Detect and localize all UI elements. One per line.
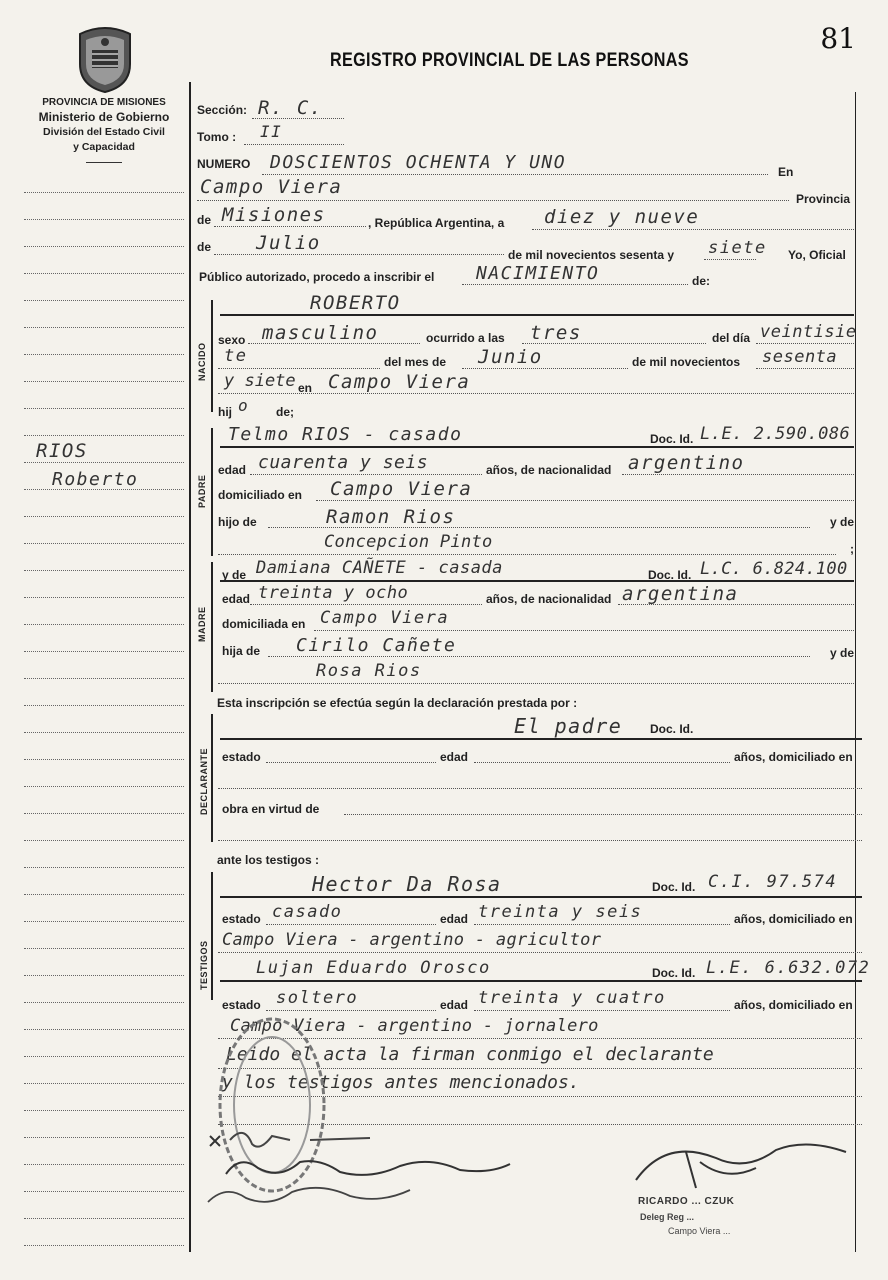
acto-value: NACIMIENTO (476, 263, 600, 284)
padre-y-de-label: y de (830, 515, 855, 529)
madre-section-label: MADRE (197, 606, 207, 642)
officer-name: RICARDO ... CZUK (638, 1196, 735, 1207)
declarante-edad-label: edad (440, 750, 469, 764)
nombre-nacido-value: ROBERTO (310, 292, 401, 314)
padre-hijo-de-label: hijo de (218, 515, 257, 529)
hij-label: hij (218, 405, 232, 419)
padre-doc-label: Doc. Id. (650, 432, 694, 446)
margin-ruled-line (24, 435, 184, 436)
issuer-province: PROVINCIA DE MISIONES (42, 97, 166, 108)
tomo-label: Tomo : (197, 130, 237, 144)
margin-ruled-line (24, 1191, 184, 1192)
margin-ruled-line (24, 381, 184, 382)
madre-nombre-value: Damiana CAÑETE - casada (256, 558, 503, 578)
padre-nombre-value: Telmo RIOS - casado (228, 424, 463, 445)
margin-ruled-line (24, 975, 184, 976)
margin-ruled-line (24, 327, 184, 328)
issuer-capacity: y Capacidad (73, 141, 135, 153)
testigo1-nombre-value: Hector Da Rosa (312, 872, 502, 896)
de-colon-label: de: (692, 274, 710, 288)
margin-ruled-line (24, 1002, 184, 1003)
padre-section-label: PADRE (197, 474, 207, 508)
obra-virtud-label: obra en virtud de (222, 802, 320, 816)
testigos-section-label: TESTIGOS (199, 940, 209, 990)
madre-nac-value: argentina (622, 583, 739, 605)
madre-y-de-label-2: y de (830, 646, 855, 660)
ano-value: siete (708, 238, 767, 258)
provincia-label: Provincia (796, 192, 851, 206)
margin-ruled-line (24, 543, 184, 544)
right-border (855, 92, 856, 1252)
officer-title: Deleg Reg ... (640, 1212, 695, 1222)
testigo2-estado-value: soltero (276, 988, 359, 1008)
dia-nac-1-value: veintisie (760, 322, 857, 342)
testigo1-domicilio-value: Campo Viera - argentino - agricultor (222, 930, 602, 950)
testigo2-edad-value: treinta y cuatro (478, 988, 666, 1008)
margin-ruled-line (24, 219, 184, 220)
declarante-estado-label: estado (222, 750, 261, 764)
numero-value: DOSCIENTOS OCHENTA Y UNO (270, 152, 567, 173)
margin-ruled-line (24, 1245, 184, 1246)
en-lugar-label: en (298, 381, 313, 395)
margin-ruled-line (24, 408, 184, 409)
margin-ruled-line (24, 948, 184, 949)
coat-of-arms-seal (74, 24, 136, 94)
margin-ruled-line (24, 1110, 184, 1111)
margin-divider (189, 82, 191, 1252)
margin-ruled-line (24, 597, 184, 598)
inscripcion-label: Esta inscripción se efectúa según la declaración prestada por : (217, 696, 578, 710)
margin-ruled-line (24, 867, 184, 868)
leido-line-1: Leido el acta la firman conmigo el declarante (226, 1044, 714, 1065)
declarante-section-label: DECLARANTE (199, 748, 209, 815)
margin-surname: RIOS (36, 440, 88, 462)
madre-domicilio-label: domiciliada en (222, 617, 306, 631)
madre-y-de-label: y de (222, 568, 247, 582)
madre-hija-de-label: hija de (222, 644, 261, 658)
margin-ruled-line (24, 786, 184, 787)
madre-padre-value: Cirilo Cañete (296, 635, 457, 656)
testigo2-domicilio-value: Campo Viera - argentino - jornalero (230, 1016, 599, 1036)
witness-signatures (200, 1118, 540, 1218)
dia-value: diez y nueve (544, 206, 700, 228)
padre-edad-value: cuarenta y seis (258, 452, 429, 473)
testigo2-edad-label: edad (440, 998, 469, 1012)
dia-nac-2-value: te (224, 346, 248, 366)
margin-ruled-line (24, 732, 184, 733)
ante-testigos-label: ante los testigos : (217, 853, 320, 867)
margin-ruled-line (24, 273, 184, 274)
madre-doc-label: Doc. Id. (648, 568, 692, 582)
margin-ruled-line (24, 516, 184, 517)
officer-place: Campo Viera ... (668, 1226, 731, 1236)
padre-edad-label: edad (218, 463, 247, 477)
de-semi-label: de; (276, 405, 294, 419)
declarante-domicilio-label: años, domiciliado en (734, 750, 853, 764)
sexo-value: masculino (262, 322, 379, 344)
issuer-divider (86, 162, 122, 163)
publico-label: Público autorizado, procedo a inscribir el (199, 270, 435, 284)
de-mil-nov-label: de mil novecientos (632, 355, 741, 369)
testigo1-estado-label: estado (222, 912, 261, 926)
margin-ruled-line (24, 1056, 184, 1057)
hij-suffix-value: o (238, 396, 250, 415)
testigo2-domicilio-label: años, domiciliado en (734, 998, 853, 1012)
ocurrido-label: ocurrido a las (426, 331, 505, 345)
lugar-value: Campo Viera (200, 176, 343, 198)
padre-domicilio-value: Campo Viera (330, 478, 473, 500)
margin-ruled-line (24, 840, 184, 841)
margin-ruled-line (24, 1029, 184, 1030)
seccion-label: Sección: (197, 103, 248, 117)
sexo-label: sexo (218, 333, 246, 347)
testigo1-edad-value: treinta y seis (478, 902, 643, 922)
margin-ruled-line (24, 192, 184, 193)
testigo2-doc-label: Doc. Id. (652, 966, 696, 980)
padre-nac-label: años, de nacionalidad (486, 463, 612, 477)
padre-padre-value: Ramon Rios (326, 506, 456, 528)
en-label: En (778, 165, 794, 179)
numero-label: NUMERO (197, 157, 251, 171)
republica-label: , República Argentina, a (368, 216, 505, 230)
page-number: 81 (820, 22, 856, 55)
margin-ruled-line (24, 300, 184, 301)
de-label-1: de (197, 213, 212, 227)
madre-nac-label: años, de nacionalidad (486, 592, 612, 606)
padre-madre-value: Concepcion Pinto (324, 532, 493, 552)
leido-line-2: y los testigos antes mencionados. (222, 1072, 580, 1093)
ano-nac-2-value: y siete (224, 371, 296, 391)
page-title: REGISTRO PROVINCIAL DE LAS PERSONAS (330, 50, 689, 71)
issuer-block (18, 95, 190, 155)
provincia-value: Misiones (222, 204, 326, 226)
de-label-2: de (197, 240, 212, 254)
margin-ruled-line (24, 354, 184, 355)
testigo1-domicilio-label: años, domiciliado en (734, 912, 853, 926)
declarante-value: El padre (514, 714, 623, 738)
margin-ruled-line (24, 1164, 184, 1165)
testigo2-estado-label: estado (222, 998, 261, 1012)
ano-nac-1-value: sesenta (762, 347, 838, 367)
mes-nac-value: Junio (478, 346, 543, 368)
margin-ruled-line (24, 921, 184, 922)
testigo2-nombre-value: Lujan Eduardo Orosco (256, 958, 491, 978)
margin-ruled-line (24, 651, 184, 652)
madre-edad-value: treinta y ocho (258, 583, 409, 603)
margin-ruled-line (24, 1137, 184, 1138)
testigo1-doc-value: C.I. 97.574 (708, 872, 838, 892)
officer-signature (626, 1132, 856, 1202)
testigo2-doc-value: L.E. 6.632.072 (706, 958, 871, 978)
margin-ruled-line (24, 1083, 184, 1084)
padre-domicilio-label: domiciliado en (218, 488, 303, 502)
tomo-value: II (260, 122, 283, 141)
margin-ruled-line (24, 813, 184, 814)
lugar-nac-value: Campo Viera (328, 371, 471, 393)
testigo1-edad-label: edad (440, 912, 469, 926)
issuer-division: División del Estado Civil (43, 126, 165, 138)
testigo1-doc-label: Doc. Id. (652, 880, 696, 894)
margin-ruled-line (24, 570, 184, 571)
margin-ruled-line (24, 1218, 184, 1219)
padre-doc-value: L.E. 2.590.086 (700, 424, 851, 444)
margin-ruled-line (24, 678, 184, 679)
mes-value: Julio (256, 232, 321, 254)
margin-ruled-line (24, 246, 184, 247)
padre-nac-value: argentino (628, 452, 745, 474)
declarante-doc-label: Doc. Id. (650, 722, 694, 736)
hora-value: tres (530, 322, 582, 344)
margin-ruled-line (24, 705, 184, 706)
de-mil-label: de mil novecientos sesenta y (508, 248, 675, 262)
madre-domicilio-value: Campo Viera (320, 608, 450, 628)
testigo1-estado-value: casado (272, 902, 343, 922)
yo-oficial-label: Yo, Oficial (788, 248, 846, 262)
del-dia-label: del día (712, 331, 751, 345)
del-mes-label: del mes de (384, 355, 447, 369)
margin-ruled-line (24, 462, 184, 463)
padre-semicolon: ; (850, 542, 854, 556)
madre-madre-value: Rosa Rios (316, 661, 422, 681)
margin-ruled-line (24, 759, 184, 760)
madre-doc-value: L.C. 6.824.100 (700, 559, 848, 579)
nacido-section-label: NACIDO (197, 342, 207, 381)
issuer-ministry: Ministerio de Gobierno (38, 110, 170, 124)
madre-edad-label: edad (222, 592, 251, 606)
margin-ruled-line (24, 894, 184, 895)
seccion-value: R. C. (258, 97, 323, 119)
margin-name: Roberto (52, 469, 139, 490)
margin-ruled-line (24, 624, 184, 625)
